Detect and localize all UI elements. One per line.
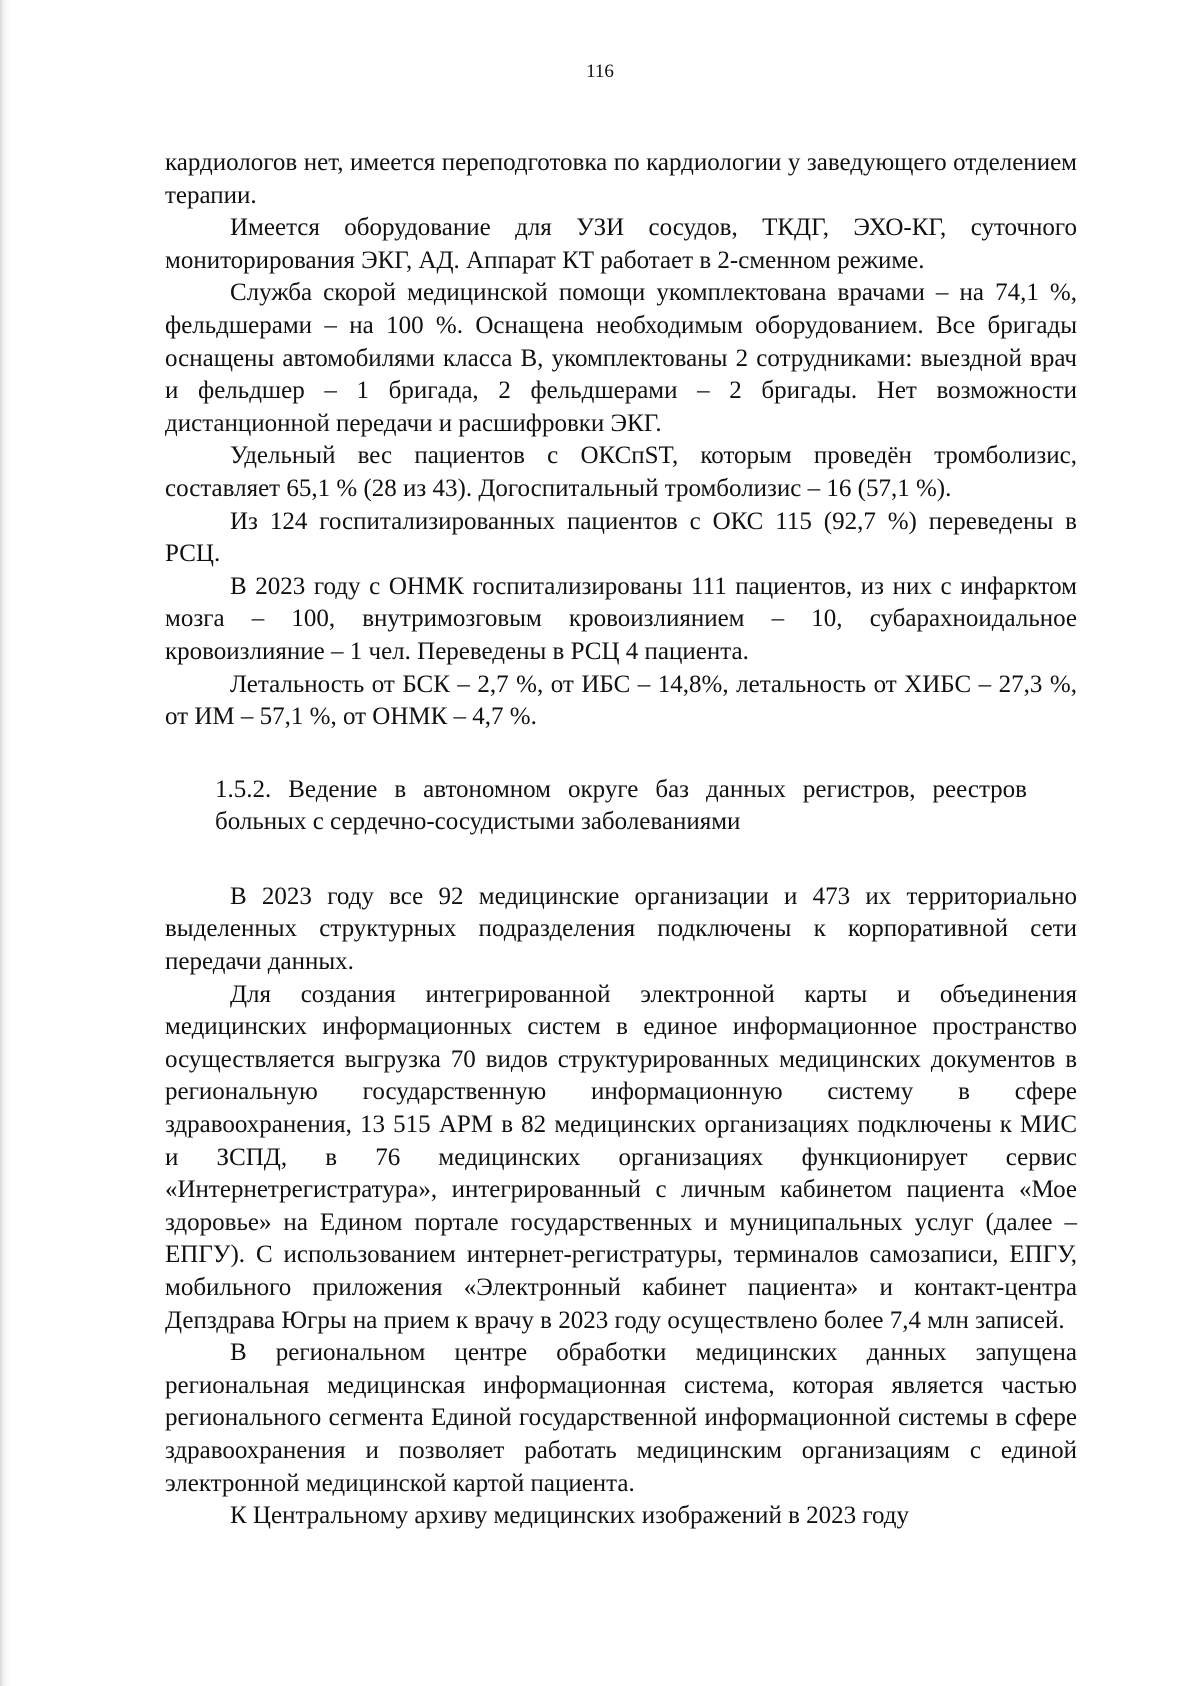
document-body bbox=[165, 147, 1077, 1533]
paragraph-ambulance: Служба скорой медицинской помощи укомплектована врачами – на 74,1 %, фельдшерами – на 100 %. Оснащена необходимым оборудованием. Все бригады оснащены автомобилями класса В, укомплектованы 2 сотрудниками: выездной врач и фельдшер – 1 бригада, 2 фельдшерами – 2 бригады. Нет возможности дистанционной передачи и расшифровки ЭКГ. bbox=[165, 279, 1077, 437]
paragraph-acs-patients: Из 124 госпитализированных пациентов с ОКС 115 (92,7 %) переведены в РСЦ. bbox=[165, 507, 1077, 568]
paragraph-regional-center: В региональном центре обработки медицинских данных запущена региональная медицинская информационная система, которая является частью регионального сегмента Единой государственной информационной системы в сфере здравоохранения и позволяет работать медицинским организациям с единой электронной медицинской картой пациента. bbox=[165, 1339, 1077, 1497]
paragraph-stroke: В 2023 году с ОНМК госпитализированы 111 пациентов, из них с инфарктом мозга – 100, внутримозговым кровоизлиянием – 10, субарахноидальное кровоизлияние – 1 чел. Переведены в РСЦ 4 пациента. bbox=[165, 572, 1077, 665]
scan-edge bbox=[0, 0, 10, 1686]
paragraph-network: В 2023 году все 92 медицинские организации и 473 их территориально выделенных структурных подразделения подключены к корпоративной сети передачи данных. bbox=[165, 882, 1077, 976]
paragraph-equipment: Имеется оборудование для УЗИ сосудов, ТКДГ, ЭХО-КГ, суточного мониторирования ЭКГ, АД. Аппарат КТ работает в 2-сменном режиме. bbox=[165, 214, 1077, 274]
paragraph-archive: К Центральному архиву медицинских изображений в 2023 году bbox=[230, 1502, 910, 1530]
page-number: 116 bbox=[586, 61, 614, 82]
section-heading: 1.5.2. Ведение в автономном округе баз данных регистров, реестров больных с сердечно-сосудистыми заболеваниями bbox=[215, 775, 1027, 836]
paragraph-thrombolysis: Удельный вес пациентов с ОКСпST, которым проведён тромболизис, составляет 65,1 % (28 из 43). Догоспитальный тромболизис – 16 (57,1 %). bbox=[165, 442, 1077, 502]
paragraph-integrated-card: Для создания интегрированной электронной карты и объединения медицинских информационных систем в единое информационное пространство осуществляется выгрузка 70 видов структурированных медицинских документов в региональную государственную информационную систему в сфере здравоохранения, 13 515 АРМ в 82 медицинских организациях подключены к МИС и ЗСПД, в 76 медицинских организациях функционирует сервис «Интернетрегистратура», интегрированный с личным кабинетом пациента «Мое здоровье» на Едином портале государственных и муниципальных услуг (далее – ЕПГУ). С использованием интернет-регистратуры, терминалов самозаписи, ЕПГУ, мобильного приложения «Электронный кабинет пациента» и контакт-центра Депздрава Югры на прием к врачу в 2023 году осуществлено более 7,4 млн записей. bbox=[165, 980, 1077, 1334]
paragraph-cardiologists: кардиологов нет, имеется переподготовка по кардиологии у заведующего отделением терапии. bbox=[165, 149, 1077, 209]
paragraph-mortality: Летальность от БСК – 2,7 %, от ИБС – 14,8%, летальность от ХИБС – 27,3 %, от ИМ – 57,1 %, от ОНМК – 4,7 %. bbox=[165, 670, 1077, 731]
